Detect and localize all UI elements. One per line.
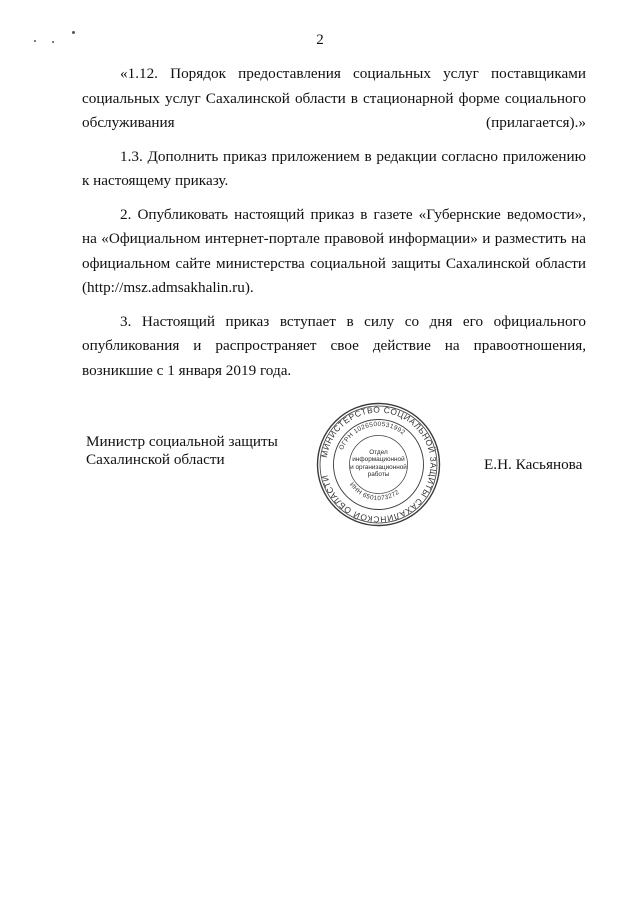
- stamp-center-line: и организационной: [350, 463, 407, 471]
- stamp-center-text: [338, 449, 419, 479]
- signatory-title-line2: Сахалинской области: [86, 451, 225, 468]
- stamp-inn-text: ИНН 6501073272: [348, 481, 401, 503]
- paragraph-1-12: «1.12. Порядок предоставления социальных услуг поставщиками социальных услуг Сахалинской области в стационарной форме социального обслуживания (прилагается).»: [82, 65, 586, 131]
- paragraph-2: 2. Опубликовать настоящий приказ в газете «Губернские ведомости», на «Официальном интернет-портале правовой информации» и разместить на официальном сайте министерства социальной защиты Сахалинской области (http://msz.admsakhalin.ru).: [82, 205, 586, 296]
- stamp-center-line: работы: [367, 471, 390, 479]
- document-body: [82, 62, 586, 392]
- signatory-title-line1: Министр социальной защиты: [86, 433, 278, 450]
- stamp-center-line: Отдел: [369, 449, 388, 456]
- paragraph-3: 3. Настоящий приказ вступает в силу со дня его официального опубликования и распространяет свое действие на правоотношения, возникшие с 1 января 2019 года.: [82, 312, 586, 379]
- paragraph-1-3: 1.3. Дополнить приказ приложением в редакции согласно приложению к настоящему приказу.: [82, 147, 586, 189]
- stamp-ring-text: МИНИСТЕРСТВО СОЦИАЛЬНОЙ ЗАЩИТЫ САХАЛИНСКОЙ ОБЛАСТИ: [318, 404, 439, 525]
- signatory-title: [86, 433, 278, 469]
- stamp-center-line: информационной: [352, 456, 405, 464]
- signatory-name: Е.Н. Касьянова: [484, 456, 583, 473]
- official-stamp: [316, 402, 441, 527]
- page-number: 2: [316, 32, 324, 48]
- stamp-ogrn-text: ОГРН 1026500531992: [338, 420, 407, 452]
